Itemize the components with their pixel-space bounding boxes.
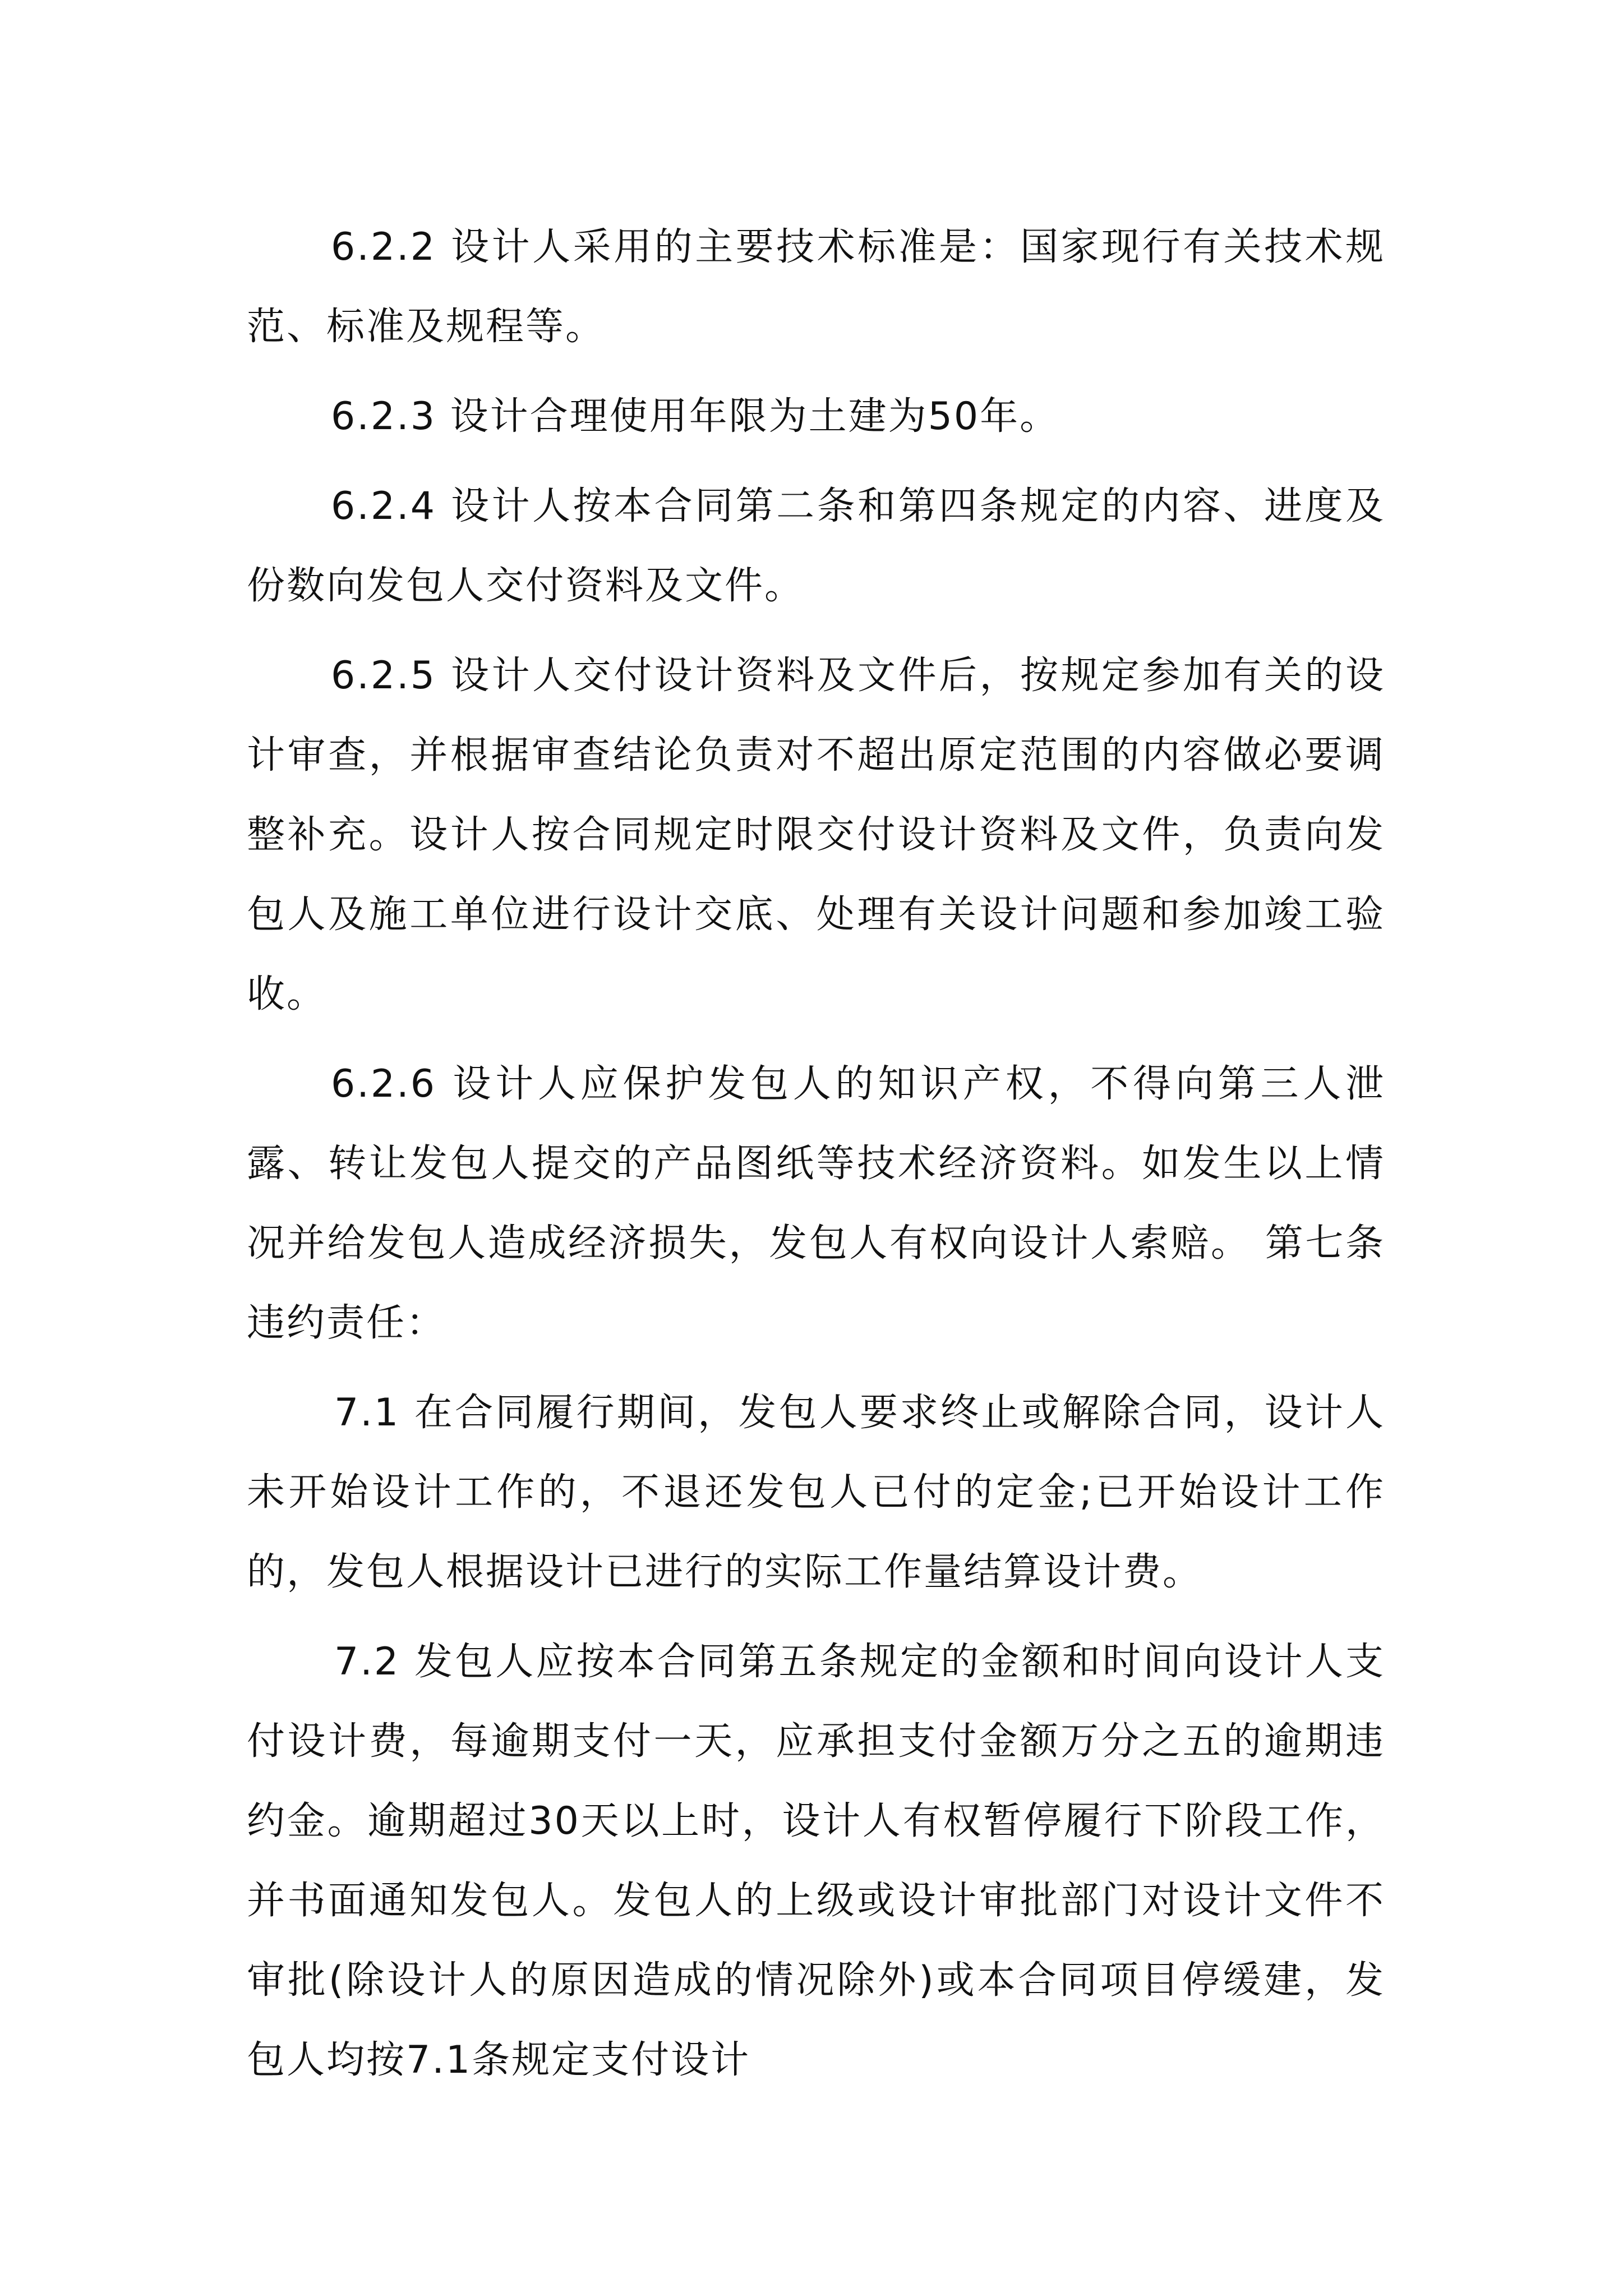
contract-body (247, 208, 1385, 2100)
clause-6-2-6: 6.2.6 设计人应保护发包人的知识产权，不得向第三人泄露、转让发包人提交的产品图纸等技术经济资料。如发生以上情况并给发包人造成经济损失，发包人有权向设计人索赔。 第七条 违约责任： (247, 1062, 1385, 1345)
clause-7-2: 7.2 发包人应按本合同第五条规定的金额和时间向设计人支付设计费，每逾期支付一天，应承担支付金额万分之五的逾期违约金。逾期超过30天以上时，设计人有权暂停履行下阶段工作，并书面通知发包人。发包人的上级或设计审批部门对设计文件不审批(除设计人的原因造成的情况除外)或本合同项目停缓建，发包人均按7.1条规定支付设计 (247, 1640, 1385, 2082)
clause-6-2-4: 6.2.4 设计人按本合同第二条和第四条规定的内容、进度及份数向发包人交付资料及文件。 (247, 484, 1385, 608)
clause-7-1: 7.1 在合同履行期间，发包人要求终止或解除合同，设计人未开始设计工作的，不退还发包人已付的定金;已开始设计工作的，发包人根据设计已进行的实际工作量结算设计费。 (247, 1391, 1385, 1594)
clause-6-2-5: 6.2.5 设计人交付设计资料及文件后，按规定参加有关的设计审查，并根据审查结论负责对不超出原定范围的内容做必要调整补充。设计人按合同规定时限交付设计资料及文件，负责向发包人及施工单位进行设计交底、处理有关设计问题和参加竣工验收。 (247, 654, 1385, 1016)
clause-6-2-3: 6.2.3 设计合理使用年限为土建为50年。 (331, 394, 1060, 439)
clause-6-2-2: 6.2.2 设计人采用的主要技术标准是：国家现行有关技术规范、标准及规程等。 (247, 225, 1385, 349)
